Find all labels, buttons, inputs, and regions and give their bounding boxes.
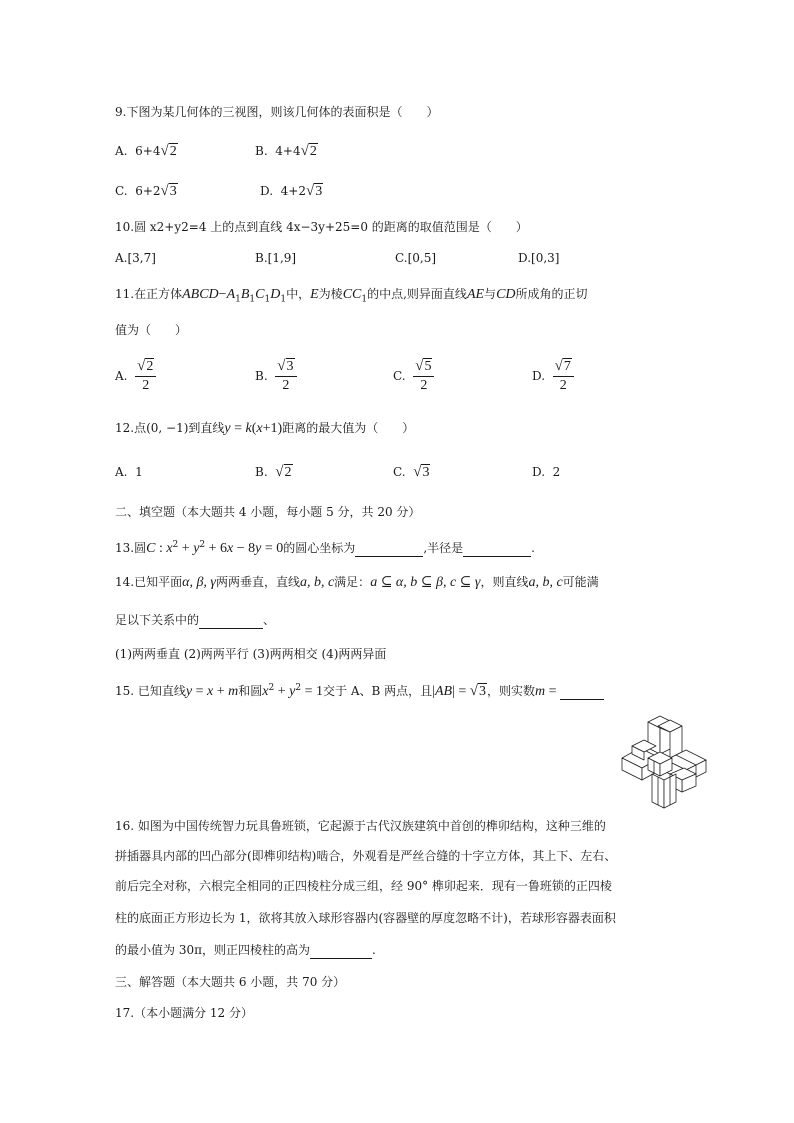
q15-blank[interactable] bbox=[560, 683, 604, 700]
q12-option-d: D. 2 bbox=[532, 465, 561, 479]
q11-stem-cont: 值为（ ） bbox=[115, 323, 188, 337]
q12-option-a: A. 1 bbox=[115, 465, 143, 479]
q16-line-5: 的最小值为 30π，则正四棱柱的高为 . bbox=[115, 943, 376, 957]
section-2-heading: 二、填空题（本大题共 4 小题，每小题 5 分，共 20 分） bbox=[115, 505, 421, 519]
q10-option-b: B.[1,9] bbox=[255, 251, 297, 265]
q14-stem: 14.已知平面α, β, γ两两垂直，直线a, b, c满足：a ⊆ α, b ⊆ β, c ⊆ γ，则直线a, b, c可能满 bbox=[115, 575, 599, 590]
q12-option-c: C. √3 bbox=[393, 464, 430, 480]
q10-option-d: D.[0,3] bbox=[518, 251, 560, 265]
q9-stem: 9.下图为某几何体的三视图，则该几何体的表面积是（ ） bbox=[115, 105, 439, 119]
q15-stem: 15. 已知直线y = x + m和圆$x^2 + y^2 = 1$交于 A、B 两点，且|AB| = √3，则实数m = bbox=[115, 680, 604, 700]
section-3-heading: 三、解答题（本大题共 6 小题，共 70 分） bbox=[115, 975, 346, 989]
q11-option-b: B. $\frac{√3}{2}$ bbox=[255, 358, 297, 394]
q9-option-b: B. 4+4√2 bbox=[255, 143, 317, 159]
q16-line-3: 前后完全对称，六根完全相同的正四棱柱分成三组，经 90° 榫卯起来．现有一鲁班锁的正四棱 bbox=[115, 879, 612, 893]
q9-option-a: A. 6+4√2 bbox=[115, 143, 177, 159]
q13-stem: 13.圆C : $x^2 + y^2 + 6x - 8y = 0$的圆心坐标为 ,半径是 . bbox=[115, 540, 535, 556]
q11-option-a: A. $\frac{√2}{2}$ bbox=[115, 358, 156, 394]
q14-stem-cont: 足以下关系中的 、 bbox=[115, 613, 276, 627]
q14-blank[interactable] bbox=[199, 612, 263, 629]
q11-stem: 11.在正方体$ABCD-A_1B_1C_1D_1$中，E为棱$CC_1$的中点,则异面直线AE与CD所成角的正切 bbox=[115, 287, 588, 305]
q16-line-2: 拼插器具内部的凹凸部分(即榫卯结构)啮合，外观看是严丝合缝的十字立方体，其上下、左右、 bbox=[115, 849, 617, 863]
q10-stem: 10.圆 x2+y2=4 上的点到直线 4x−3y+25=0 的距离的取值范围是（ ） bbox=[115, 220, 528, 234]
q13-blank-radius[interactable] bbox=[463, 540, 531, 557]
q16-line-1: 16. 如图为中国传统智力玩具鲁班锁，它起源于古代汉族建筑中首创的榫卯结构，这种三维的 bbox=[115, 819, 606, 833]
q16-line-4: 柱的底面正方形边长为 1，欲将其放入球形容器内(容器壁的厚度忽略不计)，若球形容器表面积 bbox=[115, 911, 616, 925]
q14-choices: (1)两两垂直 (2)两两平行 (3)两两相交 (4)两两异面 bbox=[115, 647, 387, 661]
q9-option-d: D. 4+2√3 bbox=[260, 183, 323, 199]
q12-option-b: B. √2 bbox=[255, 464, 292, 480]
q11-option-d: D. $\frac{√7}{2}$ bbox=[532, 358, 574, 394]
q10-option-a: A.[3,7] bbox=[115, 251, 156, 265]
q10-option-c: C.[0,5] bbox=[395, 251, 437, 265]
q16-blank[interactable] bbox=[310, 942, 372, 959]
q12-stem: 12.点(0, −1)到直线y = k(x+1)距离的最大值为（ ） bbox=[115, 421, 415, 436]
q13-blank-center[interactable] bbox=[355, 540, 423, 557]
q11-option-c: C. $\frac{√5}{2}$ bbox=[393, 358, 434, 394]
q17-heading: 17.（本小题满分 12 分） bbox=[115, 1006, 253, 1020]
q9-option-c: C. 6+2√3 bbox=[115, 183, 177, 199]
luban-lock-figure bbox=[608, 712, 720, 815]
